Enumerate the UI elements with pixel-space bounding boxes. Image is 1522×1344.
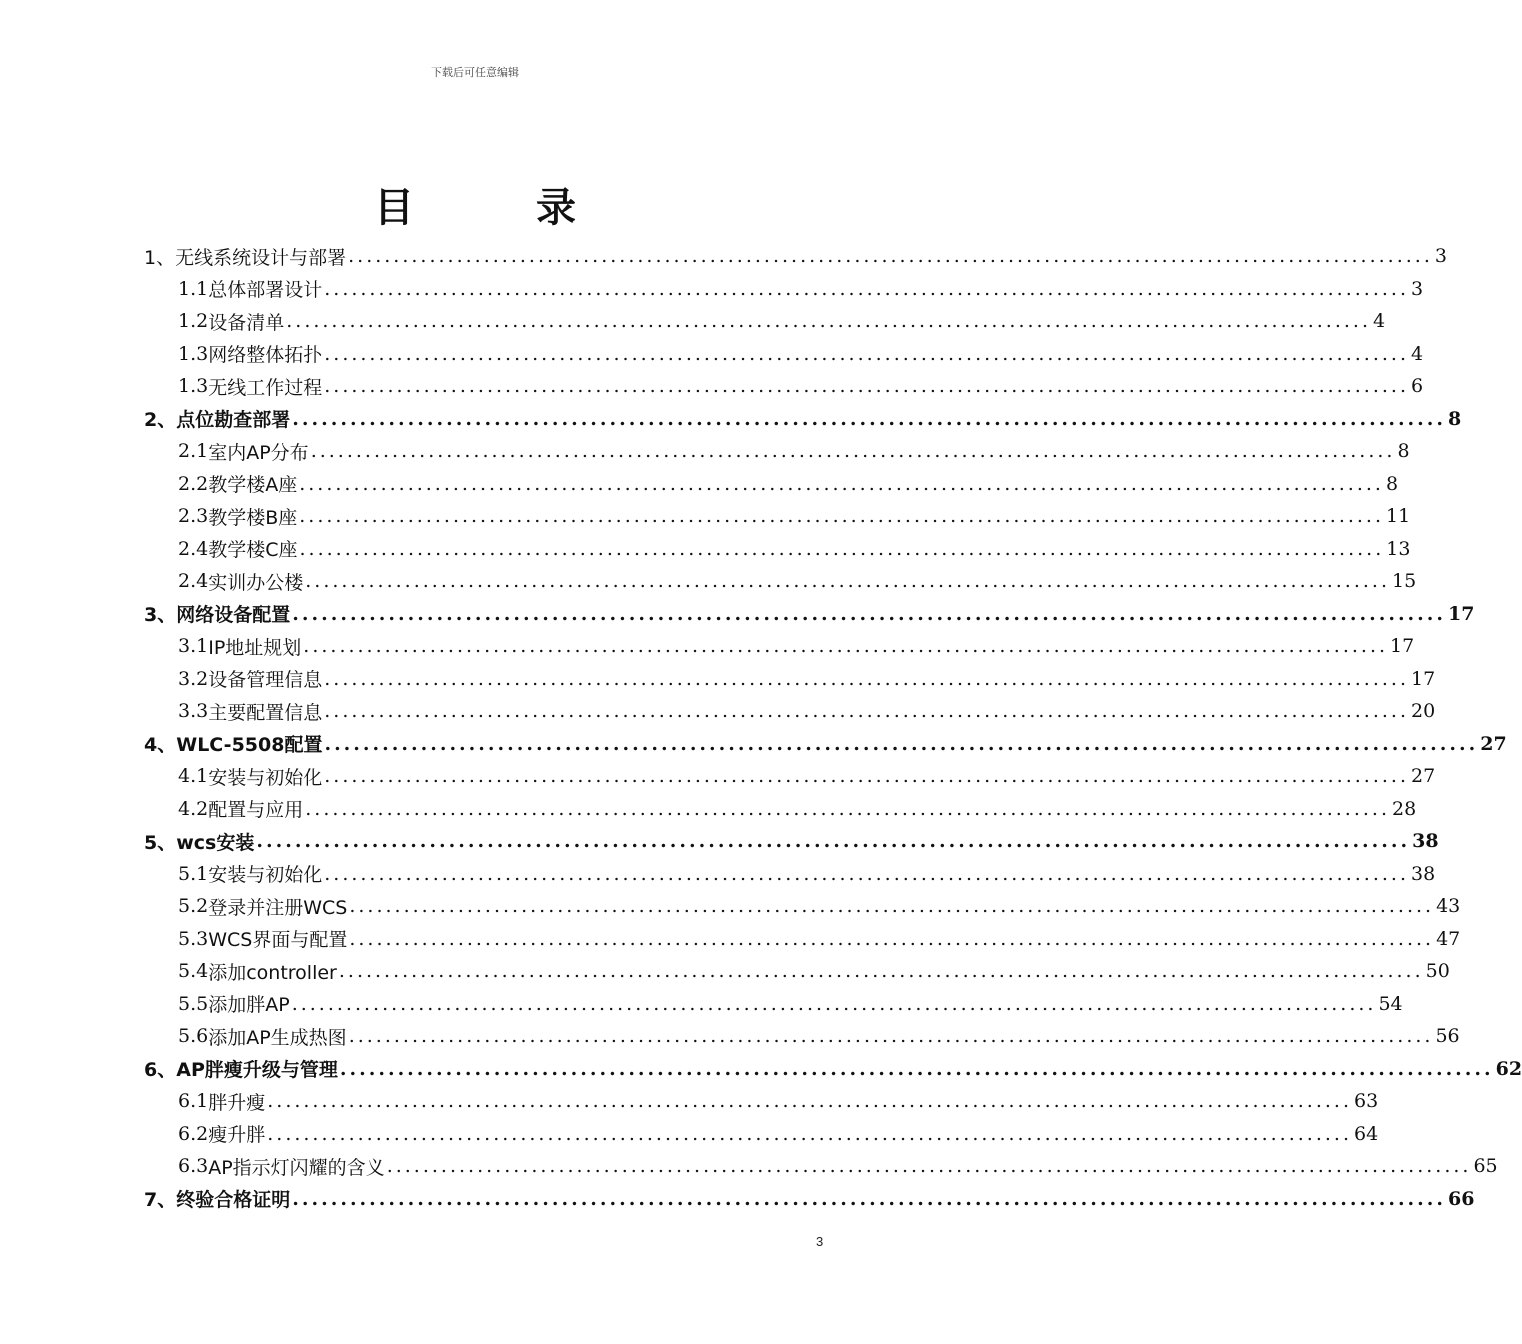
toc-entry-number: 3.3 (178, 700, 209, 722)
toc-section-entry[interactable] (178, 370, 1424, 402)
toc-chapter-entry[interactable] (144, 1053, 1522, 1085)
toc-section-entry[interactable] (178, 1085, 1379, 1117)
toc-entry-title: IP地址规划 (208, 636, 302, 659)
toc-entry-page: 17 (1448, 602, 1475, 625)
toc-entry-number: 6.1 (178, 1090, 209, 1112)
page-header: 下载后可任意编辑 (431, 66, 519, 79)
toc-entry-title: 胖升瘦 (208, 1091, 266, 1114)
toc-entry-page: 13 (1386, 537, 1411, 560)
toc-dot-leader: ........................................................................................................................ (286, 310, 1371, 332)
toc-entry-page: 4 (1372, 310, 1386, 332)
toc-entry-page: 65 (1473, 1155, 1498, 1177)
toc-entry-number: 1.2 (178, 310, 209, 332)
toc-entry-title: 总体部署设计 (208, 279, 323, 301)
toc-entry-page: 66 (1448, 1187, 1475, 1210)
toc-dot-leader: ........................................................................................................................ (386, 1155, 1472, 1177)
toc-entry-title: 网络设备配置 (176, 604, 291, 626)
toc-dot-leader: ........................................................................................................................ (305, 570, 1390, 592)
toc-section-entry[interactable] (178, 500, 1411, 532)
toc-dot-leader: ........................................................................................................................ (324, 765, 1409, 787)
toc-entry-page: 28 (1391, 797, 1417, 820)
toc-entry-page: 11 (1386, 505, 1411, 527)
toc-section-entry[interactable] (178, 955, 1450, 987)
toc-entry-number: 2.4 (178, 537, 209, 560)
toc-entry-number: 5.1 (178, 862, 209, 885)
toc-entry-number: 3、 (144, 604, 177, 626)
toc-dot-leader: ........................................................................................................................ (299, 505, 1385, 527)
toc-entry-number: 4、 (144, 734, 177, 756)
toc-entry-page: 3 (1434, 245, 1447, 267)
toc-entry-number: 1.3 (178, 342, 209, 365)
toc-dot-leader: ........................................................................................................................ (338, 960, 1424, 982)
toc-entry-page: 8 (1397, 440, 1410, 462)
toc-dot-leader: ........................................................................................................................ (349, 895, 1435, 917)
toc-dot-leader: ........................................................................................................................ (310, 440, 1396, 462)
toc-entry-number: 3.2 (178, 667, 209, 690)
toc-entry-page: 50 (1425, 960, 1450, 982)
toc-dot-leader: ........................................................................................................................ (292, 407, 1447, 430)
toc-entry-page: 17 (1410, 667, 1436, 690)
page-number: 3 (816, 1234, 824, 1249)
toc-entry-page: 4 (1410, 342, 1424, 365)
toc-entry-title: 室内AP分布 (208, 441, 309, 464)
toc-entry-number: 5.4 (178, 960, 209, 982)
toc-entry-title: AP胖瘦升级与管理 (176, 1059, 338, 1081)
toc-entry-number: 5.6 (178, 1025, 209, 1047)
toc-entry-title: 登录并注册WCS (208, 896, 348, 919)
toc-dot-leader: ........................................................................................................................ (339, 1057, 1494, 1080)
toc-entry-page: 27 (1410, 765, 1436, 787)
toc-section-entry[interactable] (178, 305, 1386, 337)
toc-dot-leader: ........................................................................................................................ (348, 245, 1433, 267)
toc-entry-title: 瘦升胖 (208, 1124, 266, 1146)
toc-dot-leader: ........................................................................................................................ (324, 862, 1409, 885)
toc-entry-page: 8 (1448, 407, 1462, 430)
toc-dot-leader: ........................................................................................................................ (324, 667, 1409, 690)
toc-section-entry[interactable] (178, 760, 1436, 792)
toc-section-entry[interactable] (178, 793, 1417, 825)
toc-section-entry[interactable] (178, 890, 1461, 922)
toc-entry-number: 5.2 (178, 895, 209, 917)
toc-entry-number: 2.4 (178, 570, 209, 592)
toc-entry-title: AP指示灯闪耀的含义 (208, 1156, 385, 1179)
toc-section-entry[interactable] (178, 273, 1424, 305)
toc-entry-page: 43 (1436, 895, 1461, 917)
toc-section-entry[interactable] (178, 338, 1424, 370)
toc-entry-page: 56 (1435, 1025, 1460, 1047)
toc-dot-leader: ........................................................................................................................ (324, 375, 1409, 397)
toc-entry-title: 安装与初始化 (208, 864, 323, 886)
toc-section-entry[interactable] (178, 923, 1461, 955)
toc-entry-title: 终验合格证明 (176, 1189, 291, 1211)
toc-entry-number: 1.3 (178, 375, 209, 397)
toc-section-entry[interactable] (178, 858, 1436, 890)
toc-entry-title: WCS界面与配置 (208, 929, 348, 951)
toc-entry-title: 主要配置信息 (208, 701, 323, 724)
toc-entry-title: 配置与应用 (208, 799, 304, 821)
toc-entry-title: 无线系统设计与部署 (175, 246, 347, 269)
toc-entry-number: 5.3 (178, 927, 209, 950)
toc-entry-page: 8 (1385, 472, 1399, 495)
toc-dot-leader: ........................................................................................................................ (256, 830, 1411, 852)
toc-entry-title: 实训办公楼 (208, 571, 304, 594)
toc-dot-leader: ........................................................................................................................ (299, 537, 1385, 560)
toc-entry-title: 教学楼A座 (208, 474, 298, 496)
toc-entry-number: 2.3 (178, 505, 209, 527)
toc-section-entry[interactable] (178, 468, 1399, 500)
toc-dot-leader: ........................................................................................................................ (324, 700, 1409, 722)
toc-entry-number: 1.1 (178, 277, 209, 300)
toc-entry-title: 点位勘查部署 (176, 409, 291, 431)
toc-entry-number: 2.1 (178, 440, 209, 462)
toc-dot-leader: ........................................................................................................................ (324, 342, 1409, 365)
toc-entry-page: 47 (1436, 927, 1461, 950)
toc-entry-title: 安装与初始化 (208, 766, 323, 789)
toc-dot-leader: ........................................................................................................................ (324, 732, 1479, 755)
toc-entry-title: WLC-5508配置 (176, 734, 323, 756)
toc-entry-number: 6、 (144, 1059, 177, 1081)
toc-entry-title: 设备清单 (208, 311, 285, 334)
toc-entry-title: 教学楼C座 (208, 539, 298, 561)
toc-entry-page: 62 (1495, 1057, 1522, 1080)
toc-section-entry[interactable] (178, 695, 1436, 727)
toc-section-entry[interactable] (178, 663, 1436, 695)
toc-dot-leader: ........................................................................................................................ (324, 277, 1409, 300)
toc-dot-leader: ........................................................................................................................ (305, 797, 1390, 820)
toc-entry-number: 5、 (144, 831, 177, 854)
page-title: 目 录 (374, 185, 630, 231)
toc-entry-page: 54 (1378, 992, 1403, 1015)
toc-chapter-entry[interactable] (144, 403, 1462, 435)
toc-dot-leader: ........................................................................................................................ (349, 927, 1435, 950)
toc-dot-leader: ........................................................................................................................ (348, 1025, 1434, 1047)
toc-entry-page: 17 (1390, 635, 1415, 657)
toc-entry-number: 6.3 (178, 1155, 209, 1177)
toc-section-entry[interactable] (178, 1118, 1379, 1150)
toc-dot-leader: ........................................................................................................................ (267, 1090, 1352, 1112)
toc-entry-page: 20 (1410, 700, 1436, 722)
toc-dot-leader: ........................................................................................................................ (292, 602, 1447, 625)
toc-entry-title: 网络整体拓扑 (208, 344, 323, 366)
toc-dot-leader: ........................................................................................................................ (299, 472, 1384, 495)
toc-entry-number: 7、 (144, 1189, 177, 1211)
toc-entry-title: 教学楼B座 (208, 506, 298, 529)
toc-chapter-entry[interactable] (144, 728, 1507, 760)
toc-entry-number: 2、 (144, 409, 177, 431)
toc-section-entry[interactable] (178, 1150, 1498, 1182)
toc-entry-number: 5.5 (178, 992, 209, 1015)
toc-chapter-entry[interactable] (144, 1183, 1475, 1215)
toc-entry-number: 4.1 (178, 765, 209, 787)
toc-entry-number: 2.2 (178, 472, 209, 495)
toc-entry-page: 38 (1412, 830, 1439, 852)
toc-entry-title: 无线工作过程 (208, 376, 323, 399)
toc-entry-title: wcs安装 (176, 831, 255, 854)
toc-entry-page: 3 (1410, 277, 1424, 300)
toc-entry-page: 27 (1480, 732, 1507, 755)
toc-entry-title: 添加胖AP (208, 994, 290, 1016)
toc-section-entry[interactable] (178, 1020, 1460, 1052)
toc-entry-number: 3.1 (178, 635, 209, 657)
toc-entry-page: 63 (1353, 1090, 1379, 1112)
toc-entry-page: 38 (1410, 862, 1436, 885)
toc-entry-page: 6 (1410, 375, 1424, 397)
toc-dot-leader: ........................................................................................................................ (267, 1122, 1352, 1145)
toc-section-entry[interactable] (178, 988, 1403, 1020)
toc-dot-leader: ........................................................................................................................ (292, 1187, 1447, 1210)
toc-chapter-entry[interactable] (144, 598, 1475, 630)
toc-entry-number: 1、 (144, 246, 176, 269)
toc-entry-page: 64 (1353, 1122, 1379, 1145)
toc-dot-leader: ........................................................................................................................ (291, 992, 1377, 1015)
toc-entry-title: 设备管理信息 (208, 669, 323, 691)
toc-chapter-entry[interactable] (144, 825, 1439, 857)
toc-section-entry[interactable] (178, 630, 1415, 662)
toc-entry-title: 添加controller (208, 961, 337, 984)
toc-entry-page: 15 (1391, 570, 1417, 592)
toc-entry-number: 6.2 (178, 1122, 209, 1145)
toc-section-entry[interactable] (178, 533, 1411, 565)
toc-section-entry[interactable] (178, 565, 1417, 597)
toc-entry-number: 4.2 (178, 797, 209, 820)
toc-dot-leader: ........................................................................................................................ (303, 635, 1389, 657)
toc-chapter-entry[interactable] (144, 240, 1447, 272)
toc-entry-title: 添加AP生成热图 (208, 1026, 347, 1049)
toc-section-entry[interactable] (178, 435, 1410, 467)
